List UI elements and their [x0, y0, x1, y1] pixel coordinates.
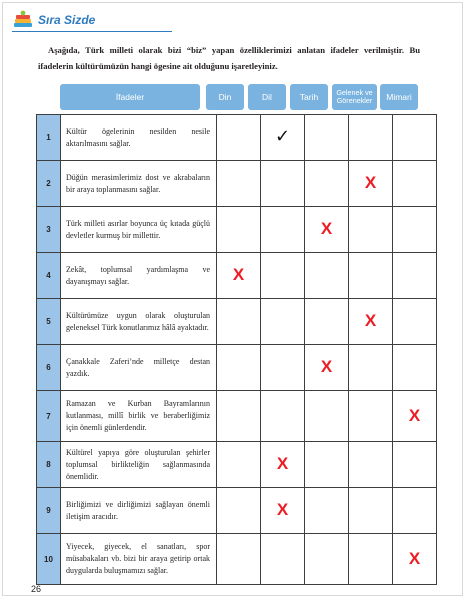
row-number: 4	[37, 253, 61, 299]
table-row	[37, 161, 437, 207]
answer-cell-mimari[interactable]	[393, 207, 437, 253]
statement-text: Düğün merasimlerimiz dost ve akrabaların bir araya toplanmasını sağlar.	[61, 161, 217, 207]
row-number: 7	[37, 391, 61, 442]
answer-cell-tarih[interactable]	[305, 488, 349, 534]
answer-cell-dil[interactable]	[261, 488, 305, 534]
answer-cell-tarih[interactable]	[305, 345, 349, 391]
answer-cell-mimari[interactable]	[393, 534, 437, 585]
table-row	[37, 442, 437, 488]
answer-cell-gelenek[interactable]	[349, 534, 393, 585]
table-row	[37, 299, 437, 345]
answer-cell-dil[interactable]	[261, 115, 305, 161]
column-headers	[0, 84, 467, 110]
answer-cell-gelenek[interactable]	[349, 345, 393, 391]
row-number: 10	[37, 534, 61, 585]
header-din: Din	[206, 84, 244, 110]
answer-cell-din[interactable]	[217, 442, 261, 488]
statement-text: Kültürümüze uygun olarak oluşturulan geleneksel Türk konutlarımız hâlâ ayaktadır.	[61, 299, 217, 345]
table-row	[37, 488, 437, 534]
answer-cell-dil[interactable]	[261, 299, 305, 345]
row-number: 1	[37, 115, 61, 161]
x-mark: X	[276, 500, 289, 519]
row-number: 3	[37, 207, 61, 253]
answer-cell-tarih[interactable]	[305, 442, 349, 488]
x-mark: X	[364, 173, 377, 192]
page-number: 26	[31, 584, 42, 594]
books-icon	[12, 10, 34, 30]
answer-cell-din[interactable]	[217, 253, 261, 299]
row-number: 6	[37, 345, 61, 391]
table-row	[37, 391, 437, 442]
statement-text: Kültür ögelerinin nesilden nesile aktarılmasını sağlar.	[61, 115, 217, 161]
answer-cell-din[interactable]	[217, 207, 261, 253]
answer-cell-gelenek[interactable]	[349, 207, 393, 253]
answer-cell-dil[interactable]	[261, 345, 305, 391]
answer-cell-mimari[interactable]	[393, 299, 437, 345]
table-row	[37, 345, 437, 391]
x-mark: X	[408, 405, 421, 425]
statement-text: Çanakkale Zaferi’nde milletçe destan yazdık.	[61, 345, 217, 391]
answer-cell-gelenek[interactable]	[349, 442, 393, 488]
answer-cell-din[interactable]	[217, 115, 261, 161]
answer-cell-mimari[interactable]	[393, 115, 437, 161]
answer-cell-gelenek[interactable]	[349, 115, 393, 161]
answer-cell-dil[interactable]	[261, 534, 305, 585]
x-mark: X	[320, 219, 333, 238]
answer-cell-din[interactable]	[217, 488, 261, 534]
check-mark-icon: ✓	[274, 126, 291, 147]
row-number: 5	[37, 299, 61, 345]
answer-cell-tarih[interactable]	[305, 161, 349, 207]
answer-cell-tarih[interactable]	[305, 207, 349, 253]
header-statements: İfadeler	[60, 84, 200, 110]
row-number: 2	[37, 161, 61, 207]
answer-cell-din[interactable]	[217, 299, 261, 345]
statement-text: Birliğimizi ve dirliğimizi sağlayan önemli iletişim aracıdır.	[61, 488, 217, 534]
answer-table	[36, 114, 437, 585]
table-row	[37, 207, 437, 253]
answer-cell-tarih[interactable]	[305, 115, 349, 161]
header-gelenek: Gelenek ve Görenekler	[332, 84, 377, 110]
answer-cell-tarih[interactable]	[305, 534, 349, 585]
answer-cell-gelenek[interactable]	[349, 299, 393, 345]
header-dil: Dil	[248, 84, 286, 110]
x-mark: X	[408, 548, 421, 568]
table-row	[37, 253, 437, 299]
instruction-text: Aşağıda, Türk milleti olarak bizi “biz” yapan özelliklerimizi anlatan ifadeler verilmiştir. Bu ifadelerin kültürümüzün hangi ögesine ait olduğunu işaretleyiniz.	[38, 45, 420, 71]
answer-cell-mimari[interactable]	[393, 488, 437, 534]
x-mark: X	[232, 265, 245, 284]
statement-text: Zekât, toplumsal yardımlaşma ve dayanışmayı sağlar.	[61, 253, 217, 299]
answer-cell-gelenek[interactable]	[349, 161, 393, 207]
header-tarih: Tarih	[290, 84, 328, 110]
row-number: 8	[37, 442, 61, 488]
answer-cell-dil[interactable]	[261, 161, 305, 207]
answer-cell-gelenek[interactable]	[349, 488, 393, 534]
statement-text: Ramazan ve Kurban Bayramlarının kutlanması, millî birlik ve beraberliğimiz için önemli günlerdendir.	[61, 391, 217, 442]
table-row	[37, 115, 437, 161]
header-mimari: Mimari	[380, 84, 418, 110]
answer-cell-mimari[interactable]	[393, 391, 437, 442]
answer-cell-mimari[interactable]	[393, 442, 437, 488]
answer-cell-mimari[interactable]	[393, 345, 437, 391]
section-header	[12, 10, 95, 30]
table-row	[37, 534, 437, 585]
answer-cell-gelenek[interactable]	[349, 391, 393, 442]
answer-cell-tarih[interactable]	[305, 299, 349, 345]
statement-text: Türk milleti asırlar boyunca üç kıtada güçlü devletler kurmuş bir millettir.	[61, 207, 217, 253]
answer-cell-gelenek[interactable]	[349, 253, 393, 299]
answer-cell-din[interactable]	[217, 161, 261, 207]
answer-cell-din[interactable]	[217, 534, 261, 585]
header-divider	[12, 31, 172, 32]
x-mark: X	[364, 311, 377, 330]
answer-cell-dil[interactable]	[261, 253, 305, 299]
section-title: Sıra Sizde	[38, 13, 96, 27]
answer-cell-mimari[interactable]	[393, 253, 437, 299]
answer-cell-dil[interactable]	[261, 442, 305, 488]
x-mark: X	[320, 357, 333, 376]
answer-cell-dil[interactable]	[261, 207, 305, 253]
answer-cell-dil[interactable]	[261, 391, 305, 442]
row-number: 9	[37, 488, 61, 534]
answer-cell-tarih[interactable]	[305, 253, 349, 299]
answer-cell-tarih[interactable]	[305, 391, 349, 442]
answer-cell-din[interactable]	[217, 391, 261, 442]
answer-cell-din[interactable]	[217, 345, 261, 391]
answer-cell-mimari[interactable]	[393, 161, 437, 207]
statement-text: Yiyecek, giyecek, el sanatları, spor müsabakaları vb. bizi bir araya getirip ortak duygularda buluşmamızı sağlar.	[61, 534, 217, 585]
x-mark: X	[276, 454, 289, 473]
statement-text: Kültürel yapıya göre oluşturulan şehirler toplumsal birlikteliğin sağlanmasında önemlidir.	[61, 442, 217, 488]
